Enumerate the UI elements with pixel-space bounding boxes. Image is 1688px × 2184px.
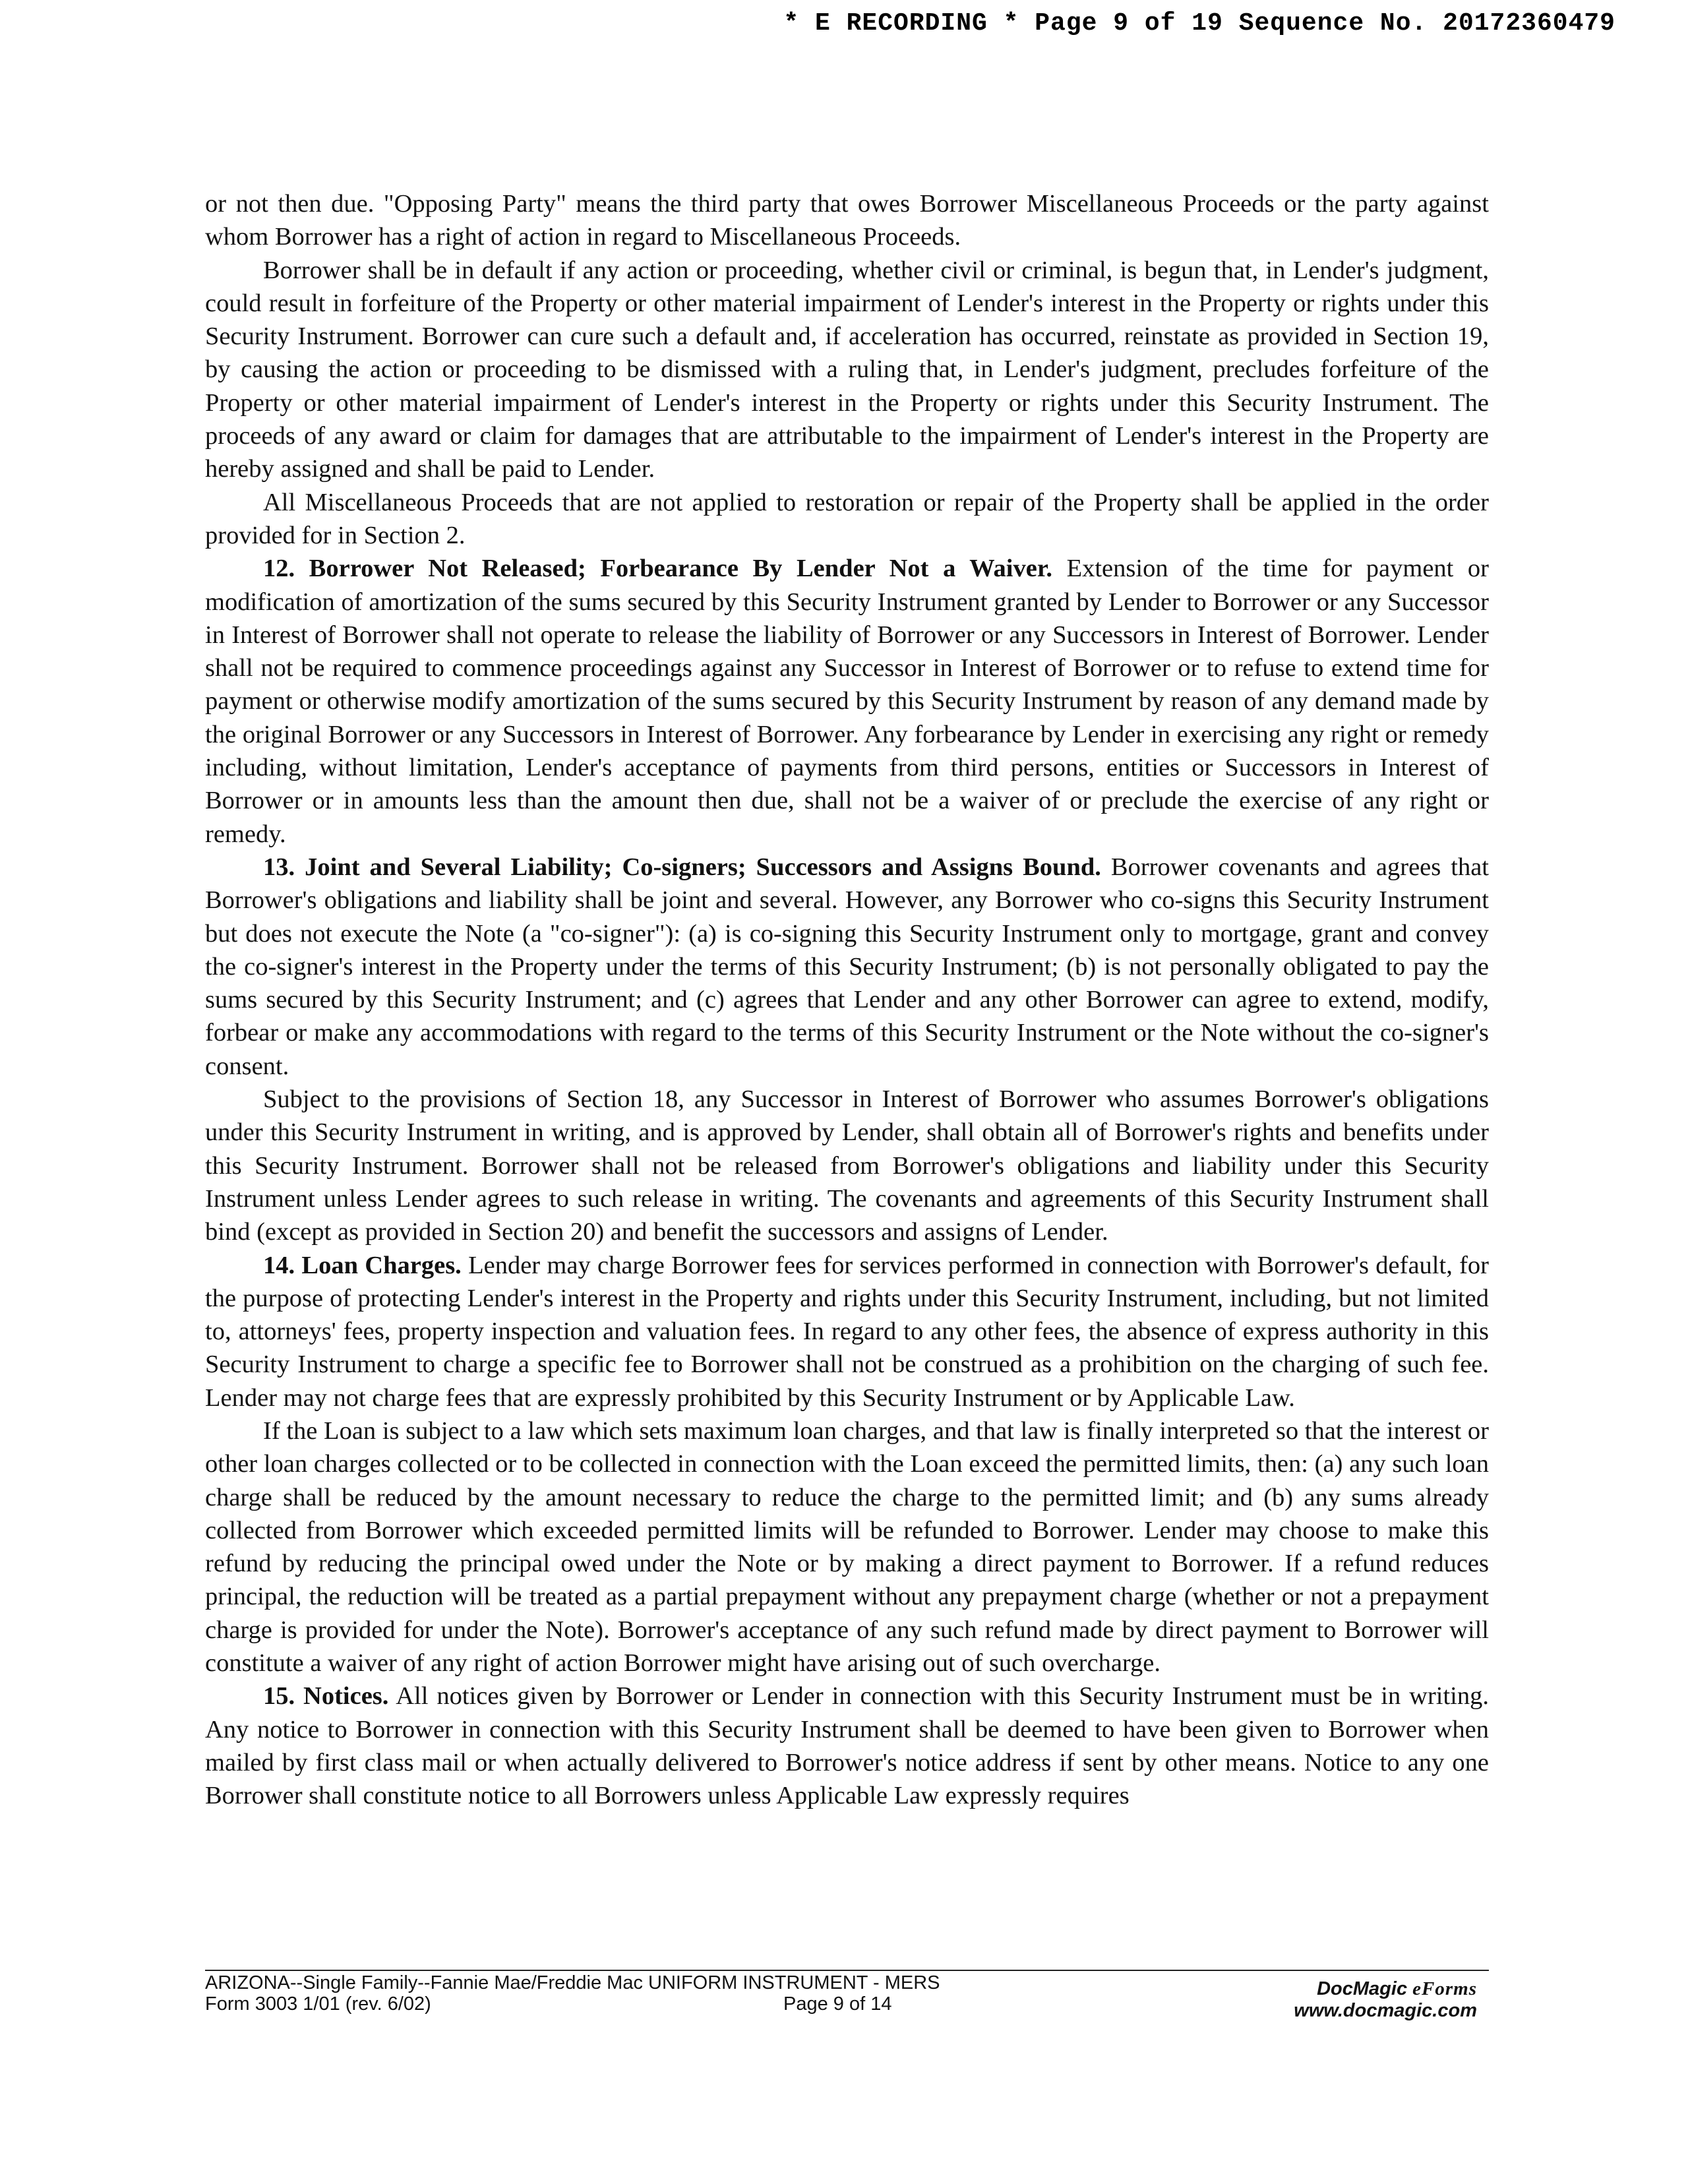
paragraph-2: Borrower shall be in default if any action or proceeding, whether civil or criminal, is begun that, in Lender's judgment, could result in forfeiture of the Property or other material impairment of Lender's interest in the Property or rights under this Security Instrument. Borrower can cure such a default and, if acceleration has occurred, reinstate as provided in Section 19, by causing the action or proceeding to be dismissed with a ruling that, in Lender's judgment, precludes forfeiture of the Property or other material impairment of Lender's interest in the Property or rights under this Security Instrument. The proceeds of any award or claim for damages that are attributable to the impairment of Lender's interest in the Property are hereby assigned and shall be paid to Lender. bbox=[205, 256, 1489, 483]
section-13-paragraph-2: Subject to the provisions of Section 18, any Successor in Interest of Borrower who assumes Borrower's obligations under this Security Instrument in writing, and is approved by Lender, shall obtain all of Borrower's rights and benefits under this Security Instrument. Borrower shall not be released from Borrower's obligations and liability under this Security Instrument unless Lender agrees to such release in writing. The covenants and agreements of this Security Instrument shall bind (except as provided in Section 20) and benefit the successors and assigns of Lender. bbox=[205, 1085, 1489, 1246]
footer-form-title: ARIZONA--Single Family--Fannie Mae/Freddie Mac UNIFORM INSTRUMENT - MERS bbox=[205, 1972, 940, 1993]
brand-logo bbox=[1294, 1978, 1477, 2000]
paragraph-3: All Miscellaneous Proceeds that are not applied to restoration or repair of the Property shall be applied in the order provided for in Section 2. bbox=[205, 488, 1489, 549]
section-14-paragraph-2: If the Loan is subject to a law which sets maximum loan charges, and that law is finally interpreted so that the interest or other loan charges collected or to be collected in connection with the Loan exceed the permitted limits, then: (a) any such loan charge shall be reduced by the amount necessary to reduce the charge to the permitted limit; and (b) any sums already collected from Borrower which exceeded permitted limits will be refunded to Borrower. Lender may choose to make this refund by reducing the principal owed under the Note or by making a direct payment to Borrower. If a refund reduces principal, the reduction will be treated as a partial prepayment without any prepayment charge (whether or not a prepayment charge is provided for under the Note). Borrower's acceptance of any such refund made by direct payment to Borrower will constitute a waiver of any right of action Borrower might have arising out of such overcharge. bbox=[205, 1416, 1489, 1678]
section-15-paragraph: 15. Notices. All notices given by Borrower or Lender in connection with this Security Instrument must be in writing. Any notice to Borrower in connection with this Security Instrument shall be deemed to have been given to Borrower when mailed by first class mail or when actually delivered to Borrower's notice address if sent by other means. Notice to any one Borrower shall constitute notice to all Borrowers unless Applicable Law expressly requires bbox=[205, 1682, 1490, 1810]
section-14-paragraph: 14. Loan Charges. Lender may charge Borrower fees for services performed in connection with Borrower's default, for the purpose of protecting Lender's interest in the Property and rights under this Security Instrument, including, but not limited to, attorneys' fees, property inspection and valuation fees. In regard to any other fees, the absence of express authority in this Security Instrument to charge a specific fee to Borrower shall not be construed as a prohibition on the charging of such fee. Lender may not charge fees that are expressly prohibited by this Security Instrument or by Applicable Law. bbox=[205, 1251, 1489, 1412]
brand-product: eForms bbox=[1412, 1978, 1477, 1999]
section-13-heading: 13. Joint and Several Liability; Co-signers; Successors and Assigns Bound. bbox=[263, 853, 1101, 881]
footer-brand bbox=[1294, 1978, 1477, 2022]
brand-url: www.docmagic.com bbox=[1294, 2000, 1477, 2021]
brand-name: DocMagic bbox=[1317, 1978, 1408, 1999]
document-body bbox=[205, 187, 1489, 1813]
section-12-heading: 12. Borrower Not Released; Forbearance By Lender Not a Waiver. bbox=[263, 555, 1053, 583]
section-13-paragraph: 13. Joint and Several Liability; Co-signers; Successors and Assigns Bound. Borrower covenants and agrees that Borrower's obligations and liability shall be joint and several. However, any Borrower who co-signs this Security Instrument but does not execute the Note (a "co-signer"): (a) is co-signing this Security Instrument only to mortgage, grant and convey the co-signer's interest in the Property under the terms of this Security Instrument; (b) is not personally obligated to pay the sums secured by this Security Instrument; and (c) agrees that Lender and any other Borrower can agree to extend, modify, forbear or make any accommodations with regard to the terms of this Security Instrument or the Note without the co-signer's consent. bbox=[205, 853, 1489, 1080]
section-12-paragraph: 12. Borrower Not Released; Forbearance By Lender Not a Waiver. Extension of the time for payment or modification of amortization of the sums secured by this Security Instrument granted by Lender to Borrower or any Successor in Interest of Borrower shall not operate to release the liability of Borrower or any Successors in Interest of Borrower. Lender shall not be required to commence proceedings against any Successor in Interest of Borrower or to refuse to extend time for payment or otherwise modify amortization of the sums secured by this Security Instrument by reason of any demand made by the original Borrower or any Successors in Interest of Borrower. Any forbearance by Lender in exercising any right or remedy including, without limitation, Lender's acceptance of payments from third persons, entities or Successors in Interest of Borrower or in amounts less than the amount then due, shall not be a waiver of or preclude the exercise of any right or remedy. bbox=[205, 555, 1490, 848]
paragraph-1: or not then due. "Opposing Party" means the third party that owes Borrower Miscellaneous Proceeds or the party against whom Borrower has a right of action in regard to Miscellaneous Proceeds. bbox=[205, 190, 1489, 251]
footer-divider bbox=[205, 1970, 1489, 1971]
recording-header: * E RECORDING * Page 9 of 19 Sequence No. 20172360479 bbox=[783, 9, 1615, 38]
section-14-heading: 14. Loan Charges. bbox=[263, 1251, 462, 1279]
footer-page-number: Page 9 of 14 bbox=[783, 1993, 892, 2015]
footer-form-number: Form 3003 1/01 (rev. 6/02) bbox=[205, 1993, 431, 2015]
section-15-heading: 15. Notices. bbox=[263, 1682, 389, 1711]
